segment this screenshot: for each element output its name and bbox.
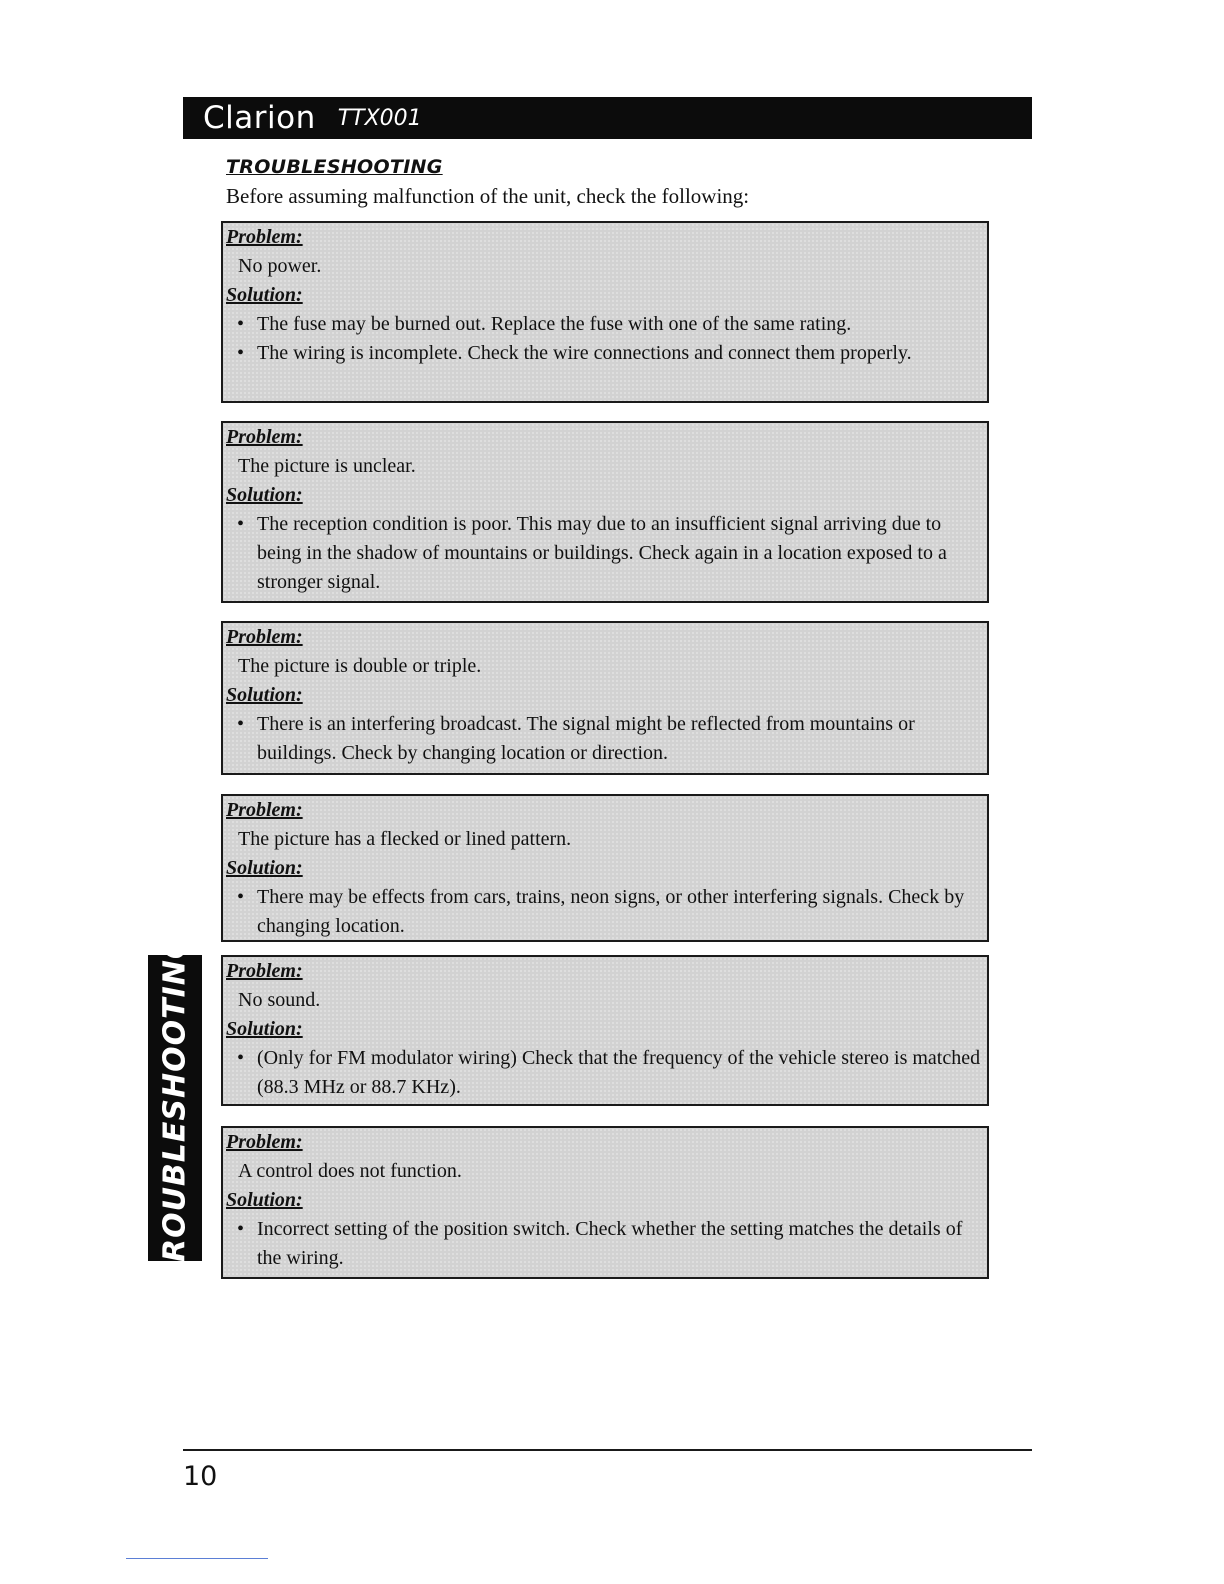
troubleshooting-box	[221, 955, 989, 1106]
solution-text: There is an interfering broadcast. The signal might be reflected from mountains or buildings. Check by changing location or direction.	[257, 713, 915, 764]
solution-text: The reception condition is poor. This may due to an insufficient signal arriving due to being in the shadow of mountains or buildings. Check again in a location exposed to a stronger signal.	[257, 513, 947, 593]
problem-text: The picture has a flecked or lined pattern.	[238, 828, 572, 850]
page-number: 10	[183, 1461, 218, 1492]
problem-heading: Problem:	[226, 799, 303, 821]
header-bar	[183, 97, 1032, 139]
troubleshooting-box	[221, 421, 989, 603]
problem-heading: Problem:	[226, 226, 303, 248]
solution-heading: Solution:	[226, 484, 303, 506]
solution-heading: Solution:	[226, 684, 303, 706]
solution-item	[237, 310, 983, 339]
section-title: TROUBLESHOOTING	[226, 156, 443, 178]
solution-text: There may be effects from cars, trains, neon signs, or other interfering signals. Check by changing location.	[257, 886, 965, 937]
problem-heading: Problem:	[226, 960, 303, 982]
model-name: TTX001	[337, 105, 422, 131]
problem-text: The picture is unclear.	[238, 455, 416, 477]
solution-item	[237, 1044, 983, 1102]
troubleshooting-box	[221, 221, 989, 403]
problem-heading: Problem:	[226, 1131, 303, 1153]
solution-item	[237, 1215, 983, 1273]
bullet-icon: •	[237, 513, 245, 535]
solution-item	[237, 510, 983, 597]
side-tab	[148, 933, 202, 1283]
problem-text: No sound.	[238, 989, 321, 1011]
bullet-icon: •	[237, 1218, 245, 1240]
troubleshooting-box	[221, 1126, 989, 1279]
problem-text: No power.	[238, 255, 322, 277]
solution-item	[237, 710, 983, 768]
problem-text: A control does not function.	[238, 1160, 462, 1182]
solution-item	[237, 883, 983, 941]
bullet-icon: •	[237, 342, 245, 364]
bullet-icon: •	[237, 1047, 245, 1069]
problem-heading: Problem:	[226, 426, 303, 448]
solution-item	[237, 339, 983, 368]
intro-text: Before assuming malfunction of the unit, check the following:	[226, 184, 750, 208]
solution-heading: Solution:	[226, 857, 303, 879]
corner-rule	[126, 1558, 268, 1559]
troubleshooting-box	[221, 794, 989, 942]
footer-divider	[183, 1449, 1032, 1451]
solution-text: The wiring is incomplete. Check the wire connections and connect them properly.	[257, 342, 912, 364]
solution-text: The fuse may be burned out. Replace the fuse with one of the same rating.	[257, 313, 852, 335]
solution-heading: Solution:	[226, 1018, 303, 1040]
solution-heading: Solution:	[226, 1189, 303, 1211]
problem-text: The picture is double or triple.	[238, 655, 482, 677]
solution-text: Incorrect setting of the position switch. Check whether the setting matches the details of the wiring.	[257, 1218, 963, 1269]
bullet-icon: •	[237, 713, 245, 735]
solution-text: (Only for FM modulator wiring) Check that the frequency of the vehicle stereo is matched (88.3 MHz or 88.7 KHz).	[257, 1047, 981, 1098]
solution-heading: Solution:	[226, 284, 303, 306]
problem-heading: Problem:	[226, 626, 303, 648]
troubleshooting-box	[221, 621, 989, 775]
bullet-icon: •	[237, 886, 245, 908]
brand-logo: Clarion	[203, 100, 316, 136]
side-tab-label: TROUBLESHOOTING	[157, 933, 193, 1283]
bullet-icon: •	[237, 313, 245, 335]
